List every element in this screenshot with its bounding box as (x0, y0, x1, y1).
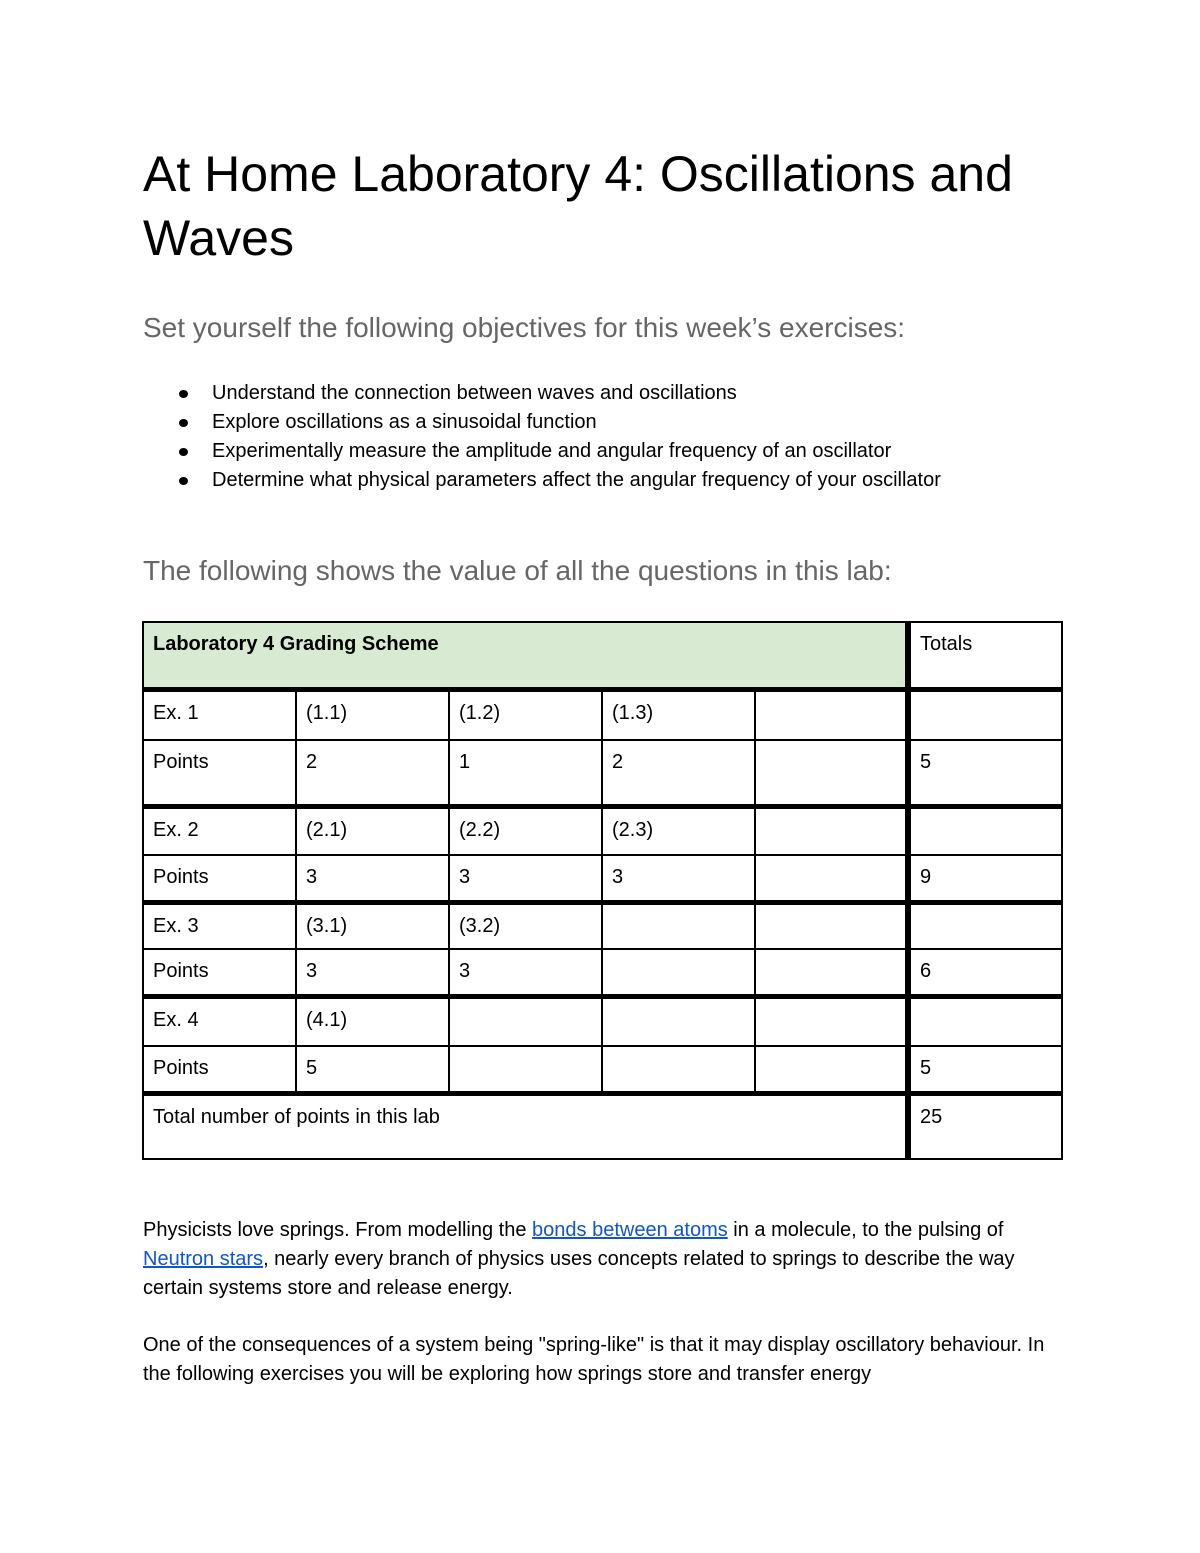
table-cell: (3.1) (296, 902, 449, 949)
grading-table (142, 621, 1063, 1160)
table-cell: 2 (296, 740, 449, 806)
table-cell: (3.2) (449, 902, 602, 949)
table-cell (755, 740, 908, 806)
table-cell-total: 5 (908, 1046, 1062, 1093)
table-header-totals: Totals (908, 622, 1062, 689)
table-cell: Points (143, 740, 296, 806)
table-cell (908, 806, 1062, 855)
table-cell (449, 1046, 602, 1093)
table-cell: 3 (602, 855, 755, 902)
table-cell: Ex. 1 (143, 689, 296, 740)
table-cell (755, 1046, 908, 1093)
table-cell: Points (143, 949, 296, 996)
table-cell: (1.3) (602, 689, 755, 740)
table-cell: 5 (296, 1046, 449, 1093)
list-item (143, 408, 941, 437)
page-title: At Home Laboratory 4: Oscillations and Waves (143, 146, 1013, 266)
table-cell-total: 5 (908, 740, 1062, 806)
table-cell: (4.1) (296, 996, 449, 1046)
objective-text: Determine what physical parameters affect the angular frequency of your oscillator (212, 469, 941, 491)
bullet-icon (179, 419, 188, 427)
table-cell (602, 1046, 755, 1093)
table-cell: (2.1) (296, 806, 449, 855)
objective-text: Explore oscillations as a sinusoidal function (212, 411, 597, 433)
table-cell-total: 9 (908, 855, 1062, 902)
bonds-between-atoms-link[interactable]: bonds between atoms (532, 1219, 728, 1241)
bullet-icon (179, 477, 188, 485)
paragraph-text: , nearly every branch of physics uses concepts related to springs to describe the way certain systems store and release energy. (143, 1248, 1015, 1299)
table-cell: (1.1) (296, 689, 449, 740)
table-cell: 2 (602, 740, 755, 806)
table-cell: 3 (449, 855, 602, 902)
table-cell (602, 949, 755, 996)
table-cell: 3 (449, 949, 602, 996)
table-cell (755, 806, 908, 855)
table-cell: 3 (296, 949, 449, 996)
table-cell (602, 902, 755, 949)
paragraph-text: Physicists love springs. From modelling the (143, 1219, 533, 1241)
table-footer-label: Total number of points in this lab (143, 1093, 908, 1159)
table-cell-total: 6 (908, 949, 1062, 996)
table-cell: Points (143, 1046, 296, 1093)
table-cell: (2.3) (602, 806, 755, 855)
table-cell: Ex. 3 (143, 902, 296, 949)
objective-text: Understand the connection between waves and oscillations (212, 382, 737, 404)
bullet-icon (179, 390, 188, 398)
table-cell: (1.2) (449, 689, 602, 740)
table-heading: The following shows the value of all the questions in this lab: (143, 555, 892, 586)
table-cell (755, 855, 908, 902)
intro-paragraph (143, 1216, 1073, 1303)
table-footer-total: 25 (908, 1093, 1062, 1159)
table-cell: Ex. 2 (143, 806, 296, 855)
neutron-stars-link[interactable]: Neutron stars (143, 1248, 264, 1270)
list-item (143, 379, 941, 408)
objectives-heading: Set yourself the following objectives for this week’s exercises: (143, 312, 906, 343)
objective-text: Experimentally measure the amplitude and angular frequency of an oscillator (212, 440, 892, 462)
bullet-icon (179, 448, 188, 456)
objectives-list (143, 379, 941, 495)
table-cell (908, 902, 1062, 949)
table-cell (755, 902, 908, 949)
list-item (143, 466, 941, 495)
table-cell (755, 949, 908, 996)
table-cell (755, 996, 908, 1046)
second-paragraph: One of the consequences of a system being "spring-like" is that it may display oscillatory behaviour. In the following exercises you will be exploring how springs store and transfer energy (143, 1334, 1045, 1385)
table-cell: (2.2) (449, 806, 602, 855)
table-cell (449, 996, 602, 1046)
table-cell (908, 689, 1062, 740)
table-cell (602, 996, 755, 1046)
table-cell: Ex. 4 (143, 996, 296, 1046)
table-header-title: Laboratory 4 Grading Scheme (143, 622, 908, 689)
table-cell (755, 689, 908, 740)
table-cell (908, 996, 1062, 1046)
table-cell: 3 (296, 855, 449, 902)
table-cell: Points (143, 855, 296, 902)
list-item (143, 437, 941, 466)
table-cell: 1 (449, 740, 602, 806)
paragraph-text: in a molecule, to the pulsing of (727, 1219, 1004, 1241)
